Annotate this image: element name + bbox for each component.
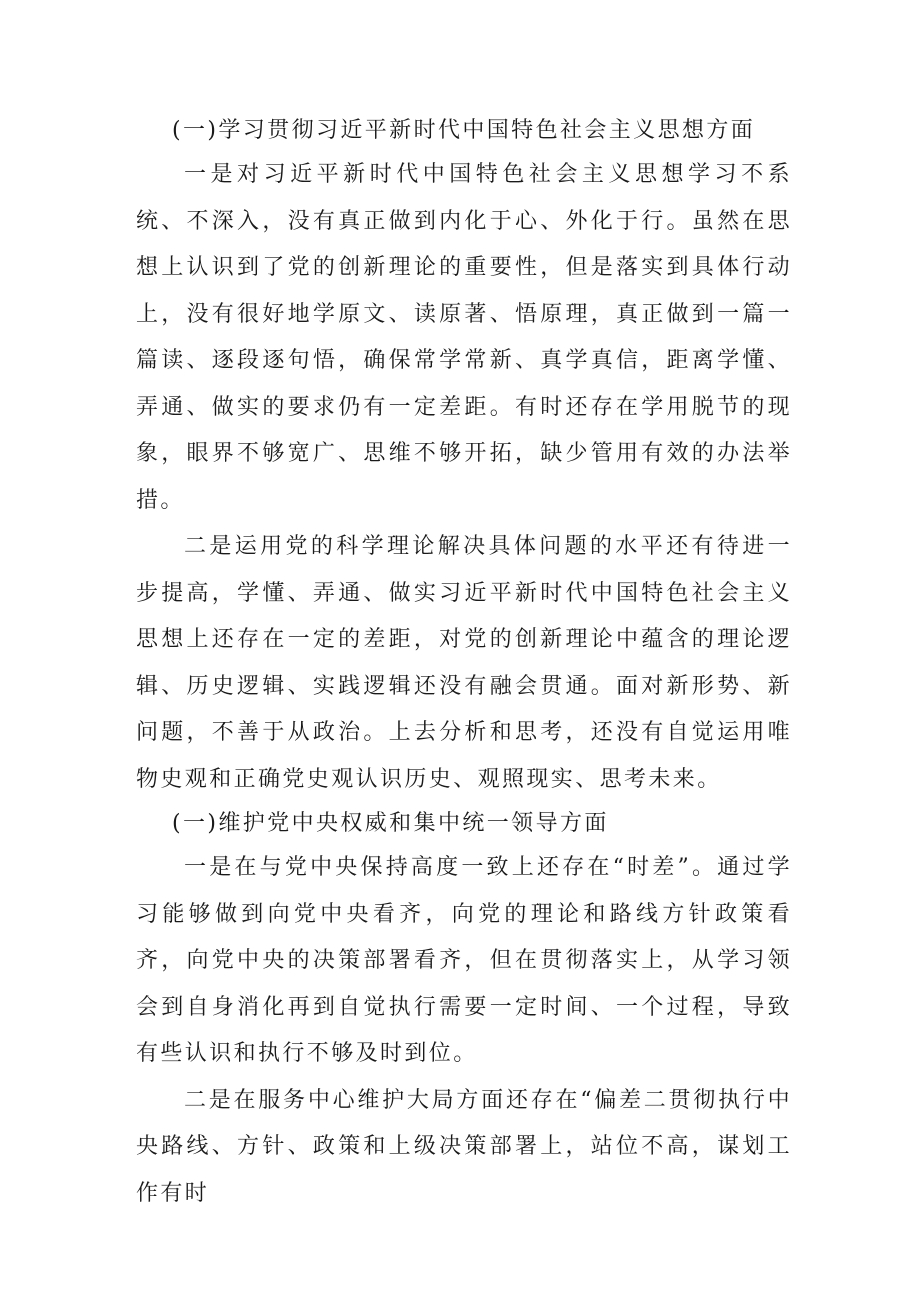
paragraph-1-2: 二是运用党的科学理论解决具体问题的水平还有待进一步提高，学懂、弄通、做实习近平新时代中国特色社会主义思想上还存在一定的差距，对党的创新理论中蕴含的理论逻辑、历史逻辑、实践逻辑还没有融会贯通。面对新形势、新问题，不善于从政治。上去分析和思考，还没有自觉运用唯物史观和正确党史观认识历史、观照现实、思考未来。 — [136, 534, 792, 792]
paragraph-1-1: 一是对习近平新时代中国特色社会主义思想学习不系统、不深入，没有真正做到内化于心、外化于行。虽然在思想上认识到了党的创新理论的重要性，但是落实到具体行动上，没有很好地学原文、读原著、悟原理，真正做到一篇一篇读、逐段逐句悟，确保常学常新、真学真信，距离学懂、弄通、做实的要求仍有一定差距。有时还存在学用脱节的现象，眼界不够宽广、思维不够开拓，缺少管用有效的办法举措。 — [136, 162, 792, 513]
document-body — [136, 110, 792, 1217]
section-heading-2: (一)维护党中央权威和集中统一领导方面 — [172, 811, 609, 836]
section-heading-1: (一)学习贯彻习近平新时代中国特色社会主义思想方面 — [172, 118, 756, 143]
paragraph-2-1: 一是在与党中央保持高度一致上还存在“时差”。通过学习能够做到向党中央看齐，向党的理论和路线方针政策看齐，向党中央的决策部署看齐，但在贯彻落实上，从学习领会到自身消化再到自觉执行需要一定时间、一个过程，导致有些认识和执行不够及时到位。 — [136, 855, 792, 1066]
paragraph-2-2: 二是在服务中心维护大局方面还存在“偏差二贯彻执行中央路线、方针、政策和上级决策部署上，站位不高，谋划工作有时 — [136, 1087, 792, 1206]
